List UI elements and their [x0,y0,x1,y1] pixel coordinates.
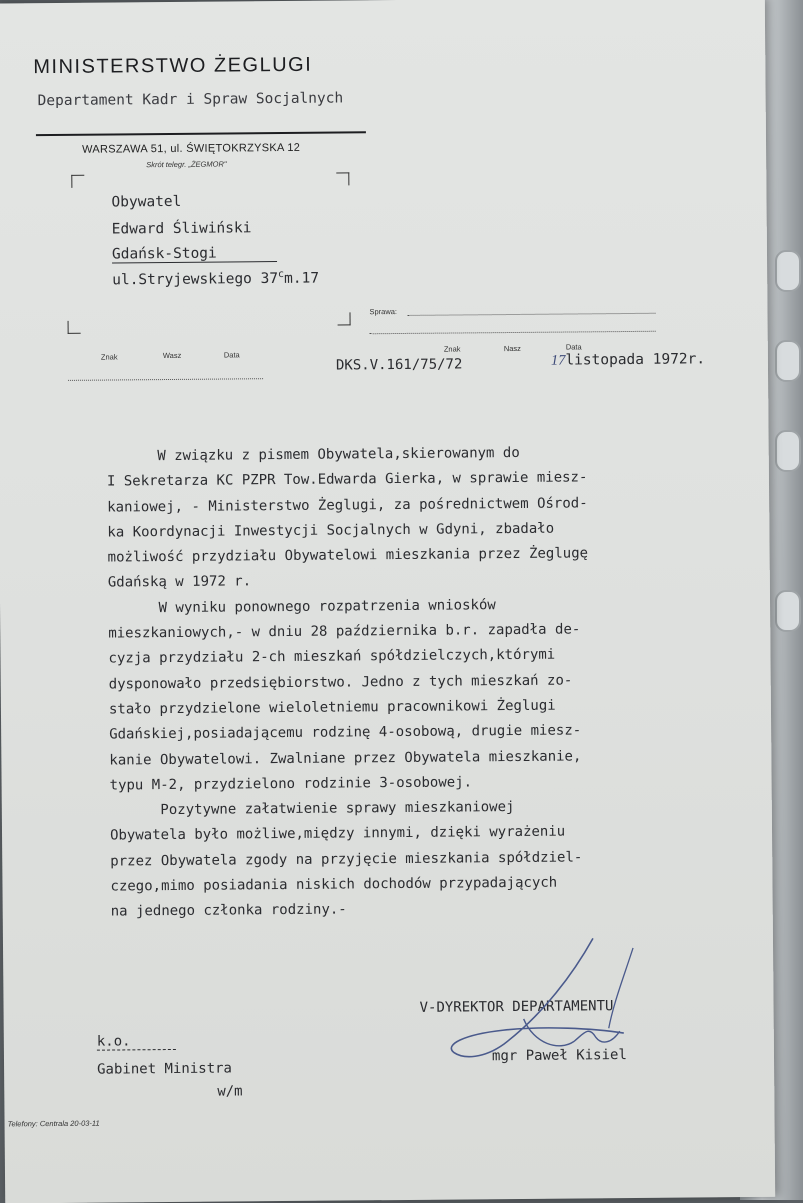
data-right-label: Data [565,342,582,352]
signatory-name: mgr Paweł Kisiel [491,1047,627,1065]
punch-hole [775,430,801,472]
recipient-name: Edward Śliwiński [111,220,252,238]
data-left-label: Data [223,350,240,360]
address-window-corner [71,175,84,188]
reference-number: DKS.V.161/75/72 [335,356,463,374]
sprawa-label: Sprawa: [369,307,398,317]
body-line: I Sekretarza KC PZPR Tow.Edwarda Gierka, w sprawie miesz- [106,469,588,490]
reference-dotted-line [68,378,263,381]
body-line: typu M-2, przydzielono rodzinie 3-osobowej. [109,774,473,794]
sprawa-dotted-line-2 [370,331,656,334]
address-window-corner [337,312,350,325]
body-line: mieszkaniowych,- w dniu 28 października b.r. zapadła de- [108,621,581,642]
punch-hole [775,590,801,632]
body-line: Gdańskiej,posiadającemu rodzinę 4-osobową, drugie miesz- [109,722,582,743]
header-rule [36,131,366,136]
body-line: Obywatela było możliwe,między innymi, dzięki wyrażeniu [109,824,566,844]
body-line: W związku z pismem Obywatela,skierowanym do [106,444,520,465]
wasz-label: Wasz [162,350,182,361]
body-line: stało przydzielone wieloletniemu pracownikowi Żeglugi [108,697,556,718]
recipient-salutation: Obywatel [111,193,182,211]
address-window-corner [68,321,81,334]
body-line: możliwość przydziału Obywatelowi mieszkania przez Żeglugę [107,545,589,566]
ministry-address: WARSZAWA 51, ul. ŚWIĘTOKRZYSKA 12 [82,141,301,156]
copy-to-label: k.o. [97,1033,176,1051]
body-line: na jednego członka rodziny.- [110,901,347,920]
znak-nasz-label: Znak [443,344,461,354]
department-name: Departament Kadr i Spraw Socjalnych [37,90,344,110]
body-line: dysponowało przedsiębiorstwo. Jedno z tych mieszkań zo- [108,672,573,693]
punch-hole [775,340,801,382]
street-apartment: m.17 [284,270,320,287]
copy-recipient: Gabinet Ministra [97,1060,233,1078]
letter-body [107,439,761,925]
body-line: Gdańską w 1972 r. [107,573,252,592]
date-day-handwritten: 17 [550,352,566,369]
handwritten-signature [423,933,664,1075]
recipient-city: Gdańsk-Stogi [112,245,277,263]
body-line: czego,mimo posiadania niskich dochodów przypadających [110,874,558,895]
date-month-year: listopada 1972r. [565,351,706,369]
letter-date [551,351,705,369]
znak-wasz-label: Znak [100,352,118,362]
body-line: kaniowej, - Ministerstwo Żeglugi, za pośrednictwem Ośrod- [107,494,588,516]
body-line: kanie Obywatelowi. Zwalniane przez Obywatela mieszkanie, [109,747,582,769]
nasz-label: Nasz [503,343,521,354]
phone-footer: Telefony: Centrala 20-03-11 [7,1118,100,1129]
street-superscript: c [277,268,285,281]
body-line: Pozytywne załatwienie sprawy mieszkaniowej [109,799,515,819]
sprawa-dotted-line [408,313,656,316]
body-line: przez Obywatela zgody na przyjęcie mieszkania spółdziel- [110,849,583,870]
ministry-heading: MINISTERSTWO ŻEGLUGI [33,53,313,79]
street-name: ul.Stryjewskiego 37 [112,270,279,289]
telegram-address: Skrót telegr. „ŻEGMOR" [146,159,227,170]
body-line: W wyniku ponownego rozpatrzenia wniosków [107,596,496,617]
punch-hole [775,250,801,292]
copy-location: w/m [217,1083,243,1100]
body-line: ka Koordynacji Inwestycji Socjalnych w Gdyni, zbadało [107,520,555,541]
body-line: cyzja przydziału 2-ch mieszkań spółdzielczych,którymi [108,647,556,667]
recipient-street [112,269,319,289]
signatory-title: V-DYREKTOR DEPARTAMENTU [419,998,614,1016]
address-window-corner [336,172,349,185]
